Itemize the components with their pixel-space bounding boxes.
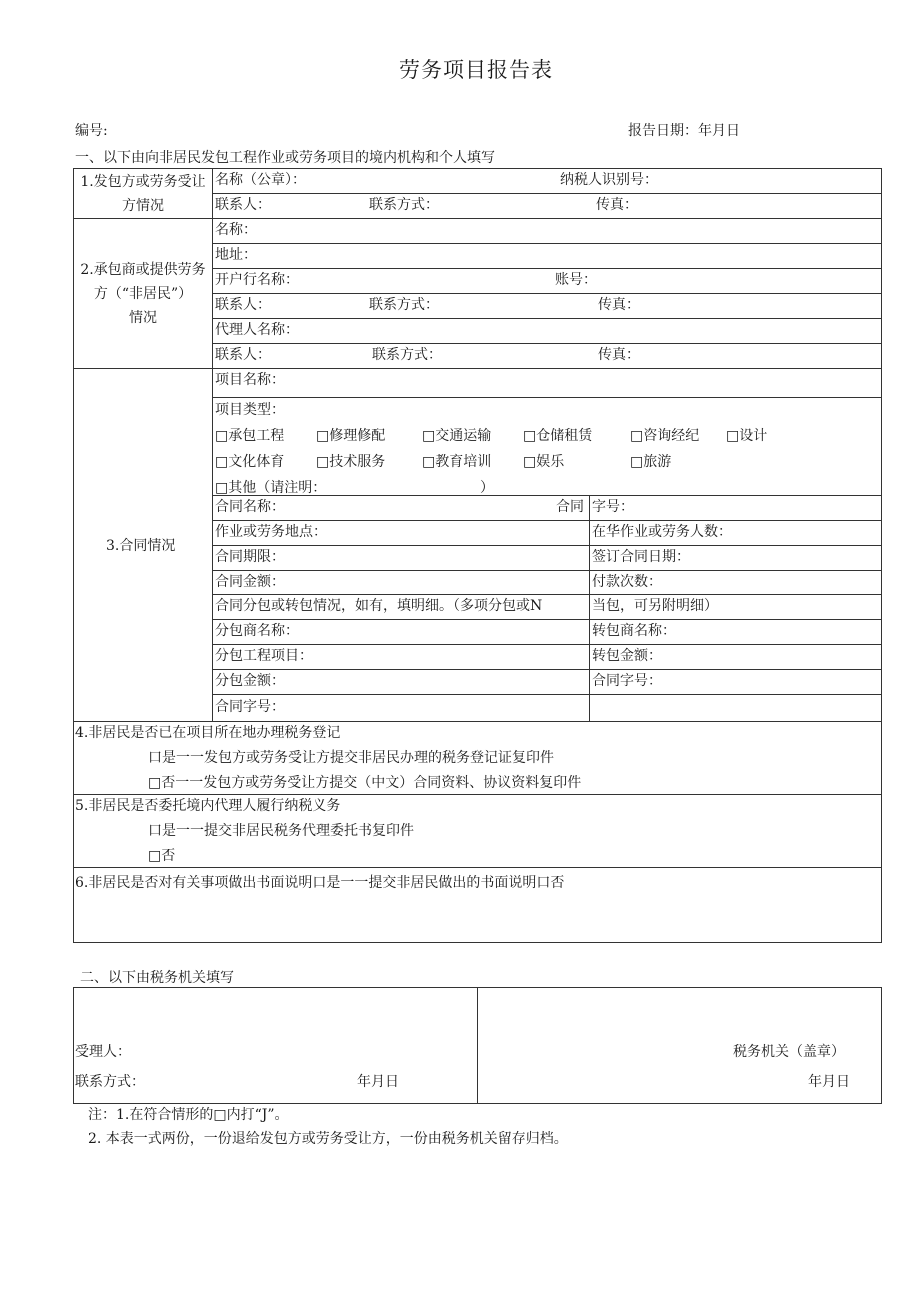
registration-question: 4.非居民是否已在项目所在地办理税务登记	[75, 725, 341, 741]
issuer-fax-field[interactable]: 传真：	[596, 197, 638, 213]
subcontract-note-cont: 当包，可另附明细）	[592, 598, 718, 614]
row-divider	[73, 721, 882, 722]
type-checkbox[interactable]: □教育培训	[422, 454, 492, 470]
subcontract-contract-no-field[interactable]: 合同字号：	[215, 699, 285, 715]
contractor-name-field[interactable]: 名称：	[215, 222, 257, 238]
written-statement-question[interactable]: 6.非居民是否对有关事项做出书面说明口是一一提交非居民做出的书面说明口否	[75, 875, 565, 891]
note-2: 2. 本表一式两份，一份退给发包方或劳务受让方，一份由税务机关留存归档。	[88, 1131, 568, 1147]
type-checkbox[interactable]: □咨询经纪	[630, 428, 700, 444]
contractor-account-field[interactable]: 账号：	[555, 272, 597, 288]
agent-question: 5.非居民是否委托境内代理人履行纳税义务	[75, 798, 341, 814]
agent-name-field[interactable]: 代理人名称：	[215, 322, 299, 338]
cell-divider	[212, 570, 882, 571]
issuer-contact-method-field[interactable]: 联系方式：	[369, 197, 439, 213]
subcontract-note: 合同分包或转包情况，如有，填明细。（多项分包或N	[215, 598, 543, 614]
contractor-fax-field[interactable]: 传真：	[598, 297, 640, 313]
other-close-paren: ）	[480, 480, 494, 496]
workers-count-field[interactable]: 在华作业或劳务人数：	[592, 524, 732, 540]
type-checkbox[interactable]: □修理修配	[316, 428, 386, 444]
contract-column-divider	[589, 495, 590, 721]
payment-count-field[interactable]: 付款次数：	[592, 574, 662, 590]
contract-word-label: 合同	[556, 499, 584, 515]
row-divider	[73, 794, 882, 795]
type-checkbox[interactable]: □设计	[726, 428, 768, 444]
type-checkbox[interactable]: □娱乐	[523, 454, 565, 470]
receiver-contact-field[interactable]: 联系方式：	[75, 1074, 145, 1090]
transferee-name-field[interactable]: 转包商名称：	[592, 623, 676, 639]
receive-date-field[interactable]: 年月日	[357, 1074, 399, 1090]
agent-fax-field[interactable]: 传真：	[598, 347, 640, 363]
issuer-contact-field[interactable]: 联系人：	[215, 197, 271, 213]
tax-office-seal-label: 税务机关（盖章）	[733, 1044, 845, 1060]
sign-date-field[interactable]: 签订合同日期：	[592, 549, 690, 565]
type-checkbox[interactable]: □交通运输	[422, 428, 492, 444]
tax-office-divider	[477, 987, 478, 1104]
contract-name-field[interactable]: 合同名称：	[215, 499, 285, 515]
cell-divider	[212, 318, 882, 319]
type-checkbox[interactable]: □文化体育	[215, 454, 285, 470]
type-checkbox[interactable]: □旅游	[630, 454, 672, 470]
subcontract-amount-field[interactable]: 分包金额：	[215, 673, 285, 689]
cell-divider	[212, 343, 882, 344]
row2-label: 2.承包商或提供劳务 方（“非居民”） 情况	[80, 262, 206, 326]
note-1: 注：1.在符合情形的□内打“J”。	[88, 1107, 289, 1123]
cell-divider	[212, 293, 882, 294]
cell-divider	[212, 268, 882, 269]
cell-divider	[212, 619, 882, 620]
issuer-name-field[interactable]: 名称（公章）：	[215, 172, 306, 188]
row-divider	[73, 867, 882, 868]
cell-divider	[212, 594, 882, 595]
project-name-field[interactable]: 项目名称：	[215, 372, 285, 388]
contractor-contact-field[interactable]: 联系人：	[215, 297, 271, 313]
contract-period-field[interactable]: 合同期限：	[215, 549, 285, 565]
tax-office-date-field[interactable]: 年月日	[808, 1074, 850, 1090]
subcontract-project-field[interactable]: 分包工程项目：	[215, 648, 313, 664]
registration-no-option[interactable]: □否一一发包方或劳务受让方提交（中文）合同资料、协议资料复印件	[148, 775, 582, 791]
report-date-label: 报告日期：年月日	[628, 123, 740, 139]
contract-amount-field[interactable]: 合同金额：	[215, 574, 285, 590]
page-title: 劳务项目报告表	[399, 58, 553, 82]
contractor-bank-field[interactable]: 开户行名称：	[215, 272, 299, 288]
work-location-field[interactable]: 作业或劳务地点：	[215, 524, 327, 540]
transfer-contract-no-field[interactable]: 合同字号：	[592, 673, 662, 689]
row-divider	[73, 218, 882, 219]
receiver-field[interactable]: 受理人：	[75, 1044, 131, 1060]
issuer-tax-id-field[interactable]: 纳税人识别号：	[560, 172, 658, 188]
section2-heading: 二、以下由税务机关填写	[80, 970, 234, 986]
cell-divider	[212, 397, 882, 398]
subcontractor-name-field[interactable]: 分包商名称：	[215, 623, 299, 639]
row-divider	[73, 368, 882, 369]
agent-yes-option[interactable]: 口是一一提交非居民税务代理委托书复印件	[148, 823, 414, 839]
type-checkbox-other[interactable]: □其他（请注明：	[215, 480, 327, 496]
cell-divider	[212, 694, 882, 695]
contract-number-field[interactable]: 字号：	[592, 499, 634, 515]
agent-contact-field[interactable]: 联系人：	[215, 347, 271, 363]
contractor-address-field[interactable]: 地址：	[215, 247, 257, 263]
cell-divider	[212, 669, 882, 670]
type-checkbox[interactable]: □承包工程	[215, 428, 285, 444]
cell-divider	[212, 243, 882, 244]
contractor-contact-method-field[interactable]: 联系方式：	[369, 297, 439, 313]
type-checkbox[interactable]: □技术服务	[316, 454, 386, 470]
registration-yes-option[interactable]: 口是一一发包方或劳务受让方提交非居民办理的税务登记证复印件	[148, 750, 554, 766]
form-number-label: 编号:	[75, 123, 108, 139]
label-column-divider	[212, 168, 213, 721]
cell-divider	[212, 193, 882, 194]
agent-contact-method-field[interactable]: 联系方式：	[372, 347, 442, 363]
row1-label: 1.发包方或劳务受让 方情况	[80, 174, 206, 214]
agent-no-option[interactable]: □否	[148, 848, 176, 864]
type-checkbox[interactable]: □仓储租赁	[523, 428, 593, 444]
cell-divider	[212, 644, 882, 645]
section1-heading: 一、以下由向非居民发包工程作业或劳务项目的境内机构和个人填写	[75, 150, 495, 166]
project-type-label: 项目类型：	[215, 402, 285, 418]
row3-label: 3.合同情况	[106, 538, 176, 554]
transfer-amount-field[interactable]: 转包金额：	[592, 648, 662, 664]
cell-divider	[212, 520, 882, 521]
cell-divider	[212, 545, 882, 546]
